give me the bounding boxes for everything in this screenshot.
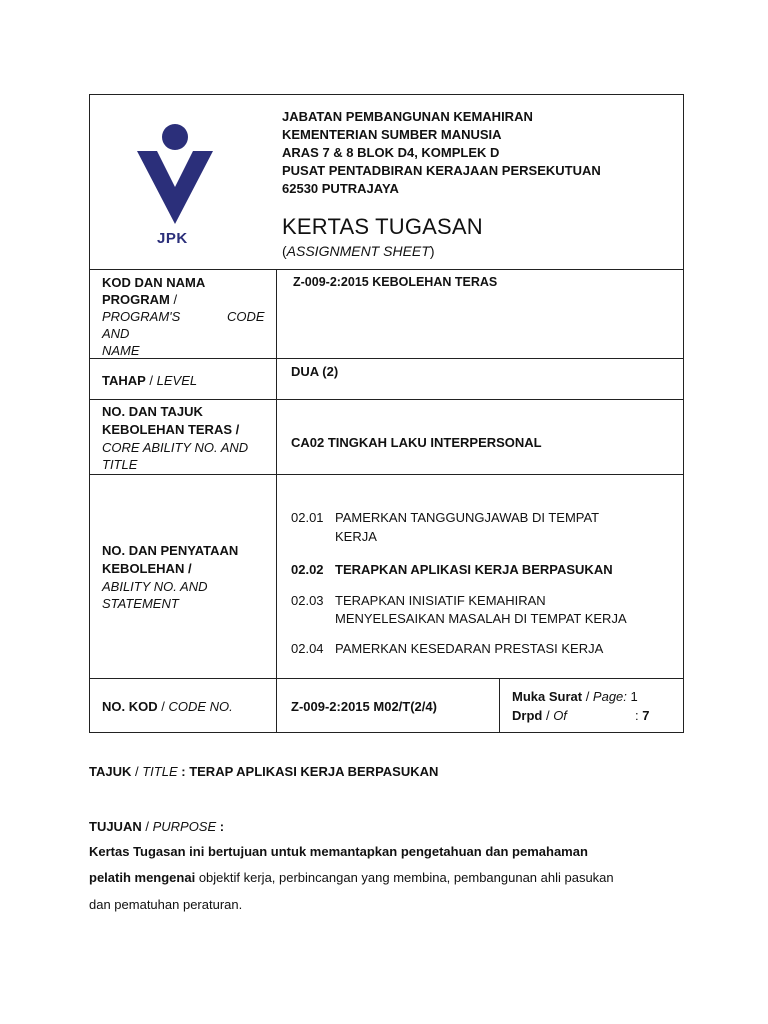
row-divider (90, 474, 683, 475)
code-label: NO. KOD / CODE NO. (102, 699, 233, 714)
core-value: CA02 TINGKAH LAKU INTERPERSONAL (291, 435, 542, 450)
org-line: ARAS 7 & 8 BLOK D4, KOMPLEK D (282, 145, 500, 160)
page-subtitle: (ASSIGNMENT SHEET) (282, 243, 435, 259)
program-label-bold-2: PROGRAM / (102, 292, 178, 307)
org-line: KEMENTERIAN SUMBER MANUSIA (282, 127, 502, 142)
level-label: TAHAP / LEVEL (102, 373, 198, 388)
row-divider (90, 678, 683, 679)
purpose-heading: TUJUAN / PURPOSE : (89, 819, 225, 834)
page-number: Muka Surat / Page: 1 (512, 689, 638, 704)
core-label-bold-2: KEBOLEHAN TERAS / (102, 422, 240, 437)
purpose-paragraph-line-2: pelatih mengenai objektif kerja, perbincangan yang membina, pembangunan ahli pasukan (89, 870, 614, 885)
level-value: DUA (2) (291, 364, 339, 379)
page-total: Drpd / Of : 7 (512, 708, 650, 723)
ability-item-text: TERAPKAN INISIATIF KEMAHIRAN (335, 593, 546, 608)
core-label-bold-1: NO. DAN TAJUK (102, 404, 203, 419)
org-line: PUSAT PENTADBIRAN KERAJAAN PERSEKUTUAN (282, 163, 601, 178)
ability-item-num: 02.01 (291, 510, 324, 525)
program-value: Z-009-2:2015 KEBOLEHAN TERAS (293, 275, 498, 289)
logo-label: JPK (157, 230, 188, 247)
organization-address (282, 108, 601, 198)
row-divider (90, 399, 683, 400)
row-divider (90, 269, 683, 270)
assignment-title: TAJUK / TITLE : TERAP APLIKASI KERJA BERPASUKAN (89, 764, 439, 779)
purpose-paragraph-line-3: dan pematuhan peraturan. (89, 897, 243, 912)
ability-item-text: PAMERKAN KESEDARAN PRESTASI KERJA (335, 641, 604, 656)
org-line: JABATAN PEMBANGUNAN KEMAHIRAN (282, 109, 533, 124)
ability-item-num: 02.03 (291, 593, 324, 608)
ability-item-text: PAMERKAN TANGGUNGJAWAB DI TEMPAT (335, 510, 600, 525)
ability-item-text: TERAPKAN APLIKASI KERJA BERPASUKAN (335, 562, 613, 577)
ability-label-italic-2: STATEMENT (102, 596, 179, 611)
row-divider (90, 358, 683, 359)
jpk-logo (135, 121, 215, 251)
ability-item-text: KERJA (335, 529, 377, 544)
assignment-sheet-table (89, 94, 684, 733)
org-line: 62530 PUTRAJAYA (282, 181, 399, 196)
core-label-italic-1: CORE ABILITY NO. AND (102, 440, 249, 455)
column-divider (499, 678, 500, 733)
purpose-paragraph-line-1: Kertas Tugasan ini bertujuan untuk memantapkan pengetahuan dan pemahaman (89, 844, 588, 859)
program-label-italic-2: AND (102, 326, 130, 341)
ability-item-num: 02.04 (291, 641, 324, 656)
page-title: KERTAS TUGASAN (282, 214, 483, 239)
ability-label-italic-1: ABILITY NO. AND (102, 579, 208, 594)
program-label-italic-1b: CODE (227, 309, 265, 324)
program-label-italic-1: PROGRAM'S (102, 309, 181, 324)
ability-label-bold-1: NO. DAN PENYATAAN (102, 543, 239, 558)
program-label-italic-3: NAME (102, 343, 140, 358)
core-label-italic-2: TITLE (102, 457, 138, 472)
ability-item-num: 02.02 (291, 562, 324, 577)
column-divider (276, 269, 277, 733)
code-value: Z-009-2:2015 M02/T(2/4) (291, 699, 437, 714)
ability-label-bold-2: KEBOLEHAN / (102, 561, 192, 576)
program-label-bold-1: KOD DAN NAMA (102, 275, 206, 290)
ability-item-text: MENYELESAIKAN MASALAH DI TEMPAT KERJA (335, 611, 627, 626)
